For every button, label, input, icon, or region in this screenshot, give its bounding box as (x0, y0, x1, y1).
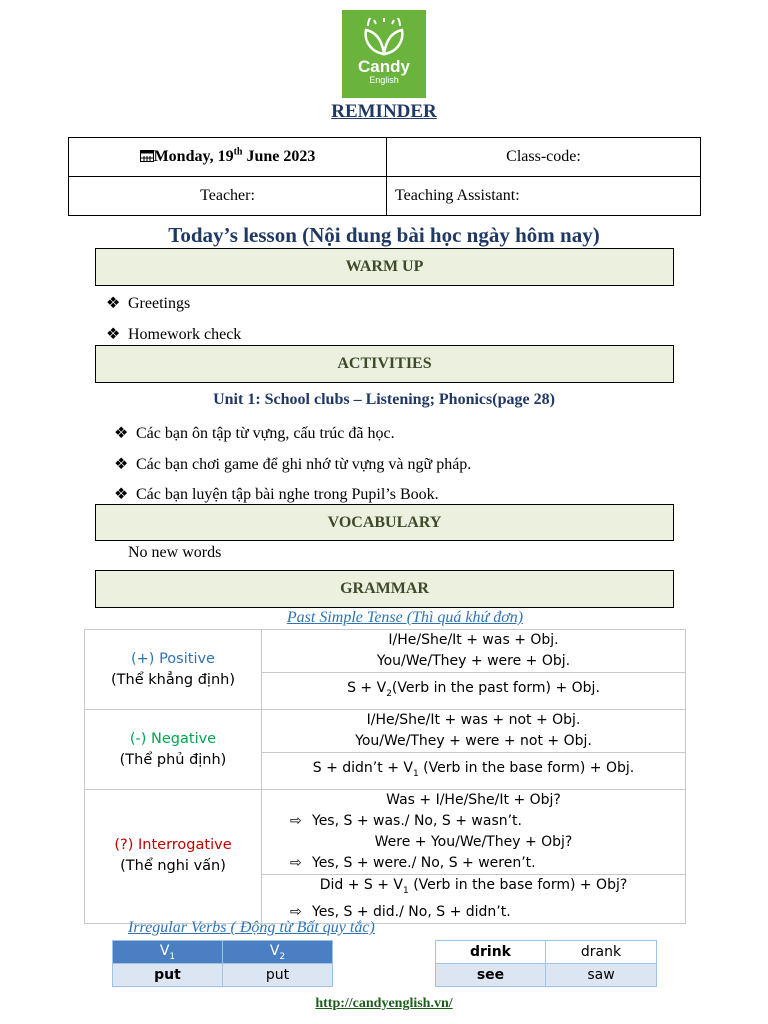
list-item-text: Homework check (128, 326, 242, 343)
list-item (114, 454, 471, 474)
list-item-text: Các bạn ôn tập từ vựng, cấu trúc đã học. (136, 425, 395, 442)
arrow-right-icon: ⇨ (290, 813, 302, 829)
grammar-line: Was + I/He/She/It + Obj? (386, 792, 561, 808)
interrogative-label-cell (85, 790, 262, 924)
activities-heading: ACTIVITIES (95, 345, 674, 383)
interrogative-sublabel: (Thể nghi vấn) (120, 858, 226, 875)
positive-label-cell (85, 630, 262, 710)
negative-sublabel: (Thể phủ định) (119, 751, 227, 768)
verb-base: drink (436, 941, 546, 964)
answer-line (262, 853, 685, 874)
leaf-sun-icon (360, 18, 408, 56)
table-row (436, 964, 657, 987)
list-item-text: Greetings (128, 295, 191, 312)
answer-line (262, 811, 685, 832)
grammar-line: I/He/She/It + was + not + Obj. (366, 712, 581, 728)
lesson-title: Today’s lesson (Nội dung bài học ngày hôm nay) (168, 223, 600, 247)
header-v1: $V_1$ (113, 941, 223, 964)
logo-subtext: English (369, 75, 399, 85)
date-text: Monday, 19 (153, 148, 234, 166)
class-code-cell: Class-code: (387, 138, 701, 177)
table-row (113, 964, 333, 987)
negative-label-cell (85, 710, 262, 790)
positive-rule-cell (262, 673, 686, 710)
interrogative-label: (?) Interrogative (114, 837, 232, 854)
positive-sublabel: (Thể khẳng định) (111, 671, 235, 688)
date-suffix: th (233, 146, 243, 158)
grammar-heading: GRAMMAR (95, 570, 674, 608)
warmup-heading: WARM UP (95, 248, 674, 286)
rule-text: S + didn’t + V (312, 759, 413, 776)
grammar-line: You/We/They + were + not + Obj. (355, 733, 592, 749)
grammar-table (84, 629, 686, 924)
list-item (114, 423, 395, 443)
irregular-verbs-table-left (112, 940, 333, 987)
footer-website-link[interactable]: http://candyenglish.vn/ (315, 996, 453, 1011)
candy-english-logo (342, 10, 426, 98)
logo-brand: Candy (358, 57, 410, 76)
diamond-bullet-icon: ❖ (106, 326, 121, 343)
rule-subscript: 1 (403, 885, 409, 896)
list-item (106, 293, 190, 313)
rule-subscript: 1 (412, 768, 419, 779)
page-title: REMINDER (331, 101, 437, 122)
unit-title: Unit 1: School clubs – Listening; Phonics(page 28) (213, 391, 555, 408)
rule-text: (Verb in the base form) + Obj? (408, 877, 628, 893)
vocabulary-text: No new words (128, 544, 222, 561)
verb-past: put (223, 964, 333, 987)
verb-base: see (436, 964, 546, 987)
grammar-subtitle: Past Simple Tense (Thì quá khứ đơn) (286, 609, 524, 626)
verb-base: put (113, 964, 223, 987)
class-info-table (68, 137, 701, 216)
positive-label: (+) Positive (131, 650, 215, 667)
negative-rule-cell (262, 753, 686, 790)
list-item (114, 484, 439, 504)
diamond-bullet-icon: ❖ (106, 295, 121, 312)
irregular-verbs-title: Irregular Verbs ( Động từ Bất quy tắc) (128, 919, 375, 936)
interrogative-rule-cell (262, 875, 686, 924)
calendar-icon (140, 149, 154, 167)
answer-text: Yes, S + did./ No, S + didn’t. (312, 903, 511, 920)
verb-past: drank (546, 941, 657, 964)
grammar-line: I/He/She/It + was + Obj. (388, 632, 559, 648)
rule-text: S + V (347, 679, 387, 696)
arrow-right-icon: ⇨ (290, 855, 302, 871)
interrogative-forms-cell (262, 790, 686, 875)
diamond-bullet-icon: ❖ (114, 456, 129, 473)
diamond-bullet-icon: ❖ (114, 486, 129, 503)
table-row (436, 941, 657, 964)
positive-forms-cell (262, 630, 686, 673)
vocabulary-heading: VOCABULARY (95, 504, 674, 541)
answer-text: Yes, S + were./ No, S + weren’t. (312, 855, 536, 871)
answer-text: Yes, S + was./ No, S + wasn’t. (312, 813, 522, 829)
list-item-text: Các bạn luyện tập bài nghe trong Pupil’s Book. (136, 486, 439, 503)
negative-label: (-) Negative (129, 730, 217, 747)
grammar-line: You/We/They + were + Obj. (376, 653, 571, 669)
list-item (106, 324, 241, 344)
rule-subscript: 2 (386, 688, 392, 699)
diamond-bullet-icon: ❖ (114, 425, 129, 442)
assistant-cell: Teaching Assistant: (387, 177, 701, 216)
rule-text: (Verb in the past form) + Obj. (391, 679, 600, 696)
date-cell (69, 138, 387, 177)
rule-text: Did + S + V (319, 877, 404, 893)
list-item-text: Các bạn chơi game để ghi nhớ từ vựng và ngữ pháp. (136, 456, 472, 473)
rule-text: (Verb in the base form) + Obj. (418, 759, 635, 776)
arrow-right-icon: ⇨ (290, 903, 302, 920)
irregular-verbs-table-right (435, 940, 657, 987)
teacher-cell: Teacher: (69, 177, 387, 216)
date-month-year: June 2023 (242, 148, 316, 166)
grammar-line: Were + You/We/They + Obj? (374, 834, 573, 850)
verb-past: saw (546, 964, 657, 987)
header-v2: $V_2$ (223, 941, 333, 964)
negative-forms-cell (262, 710, 686, 753)
